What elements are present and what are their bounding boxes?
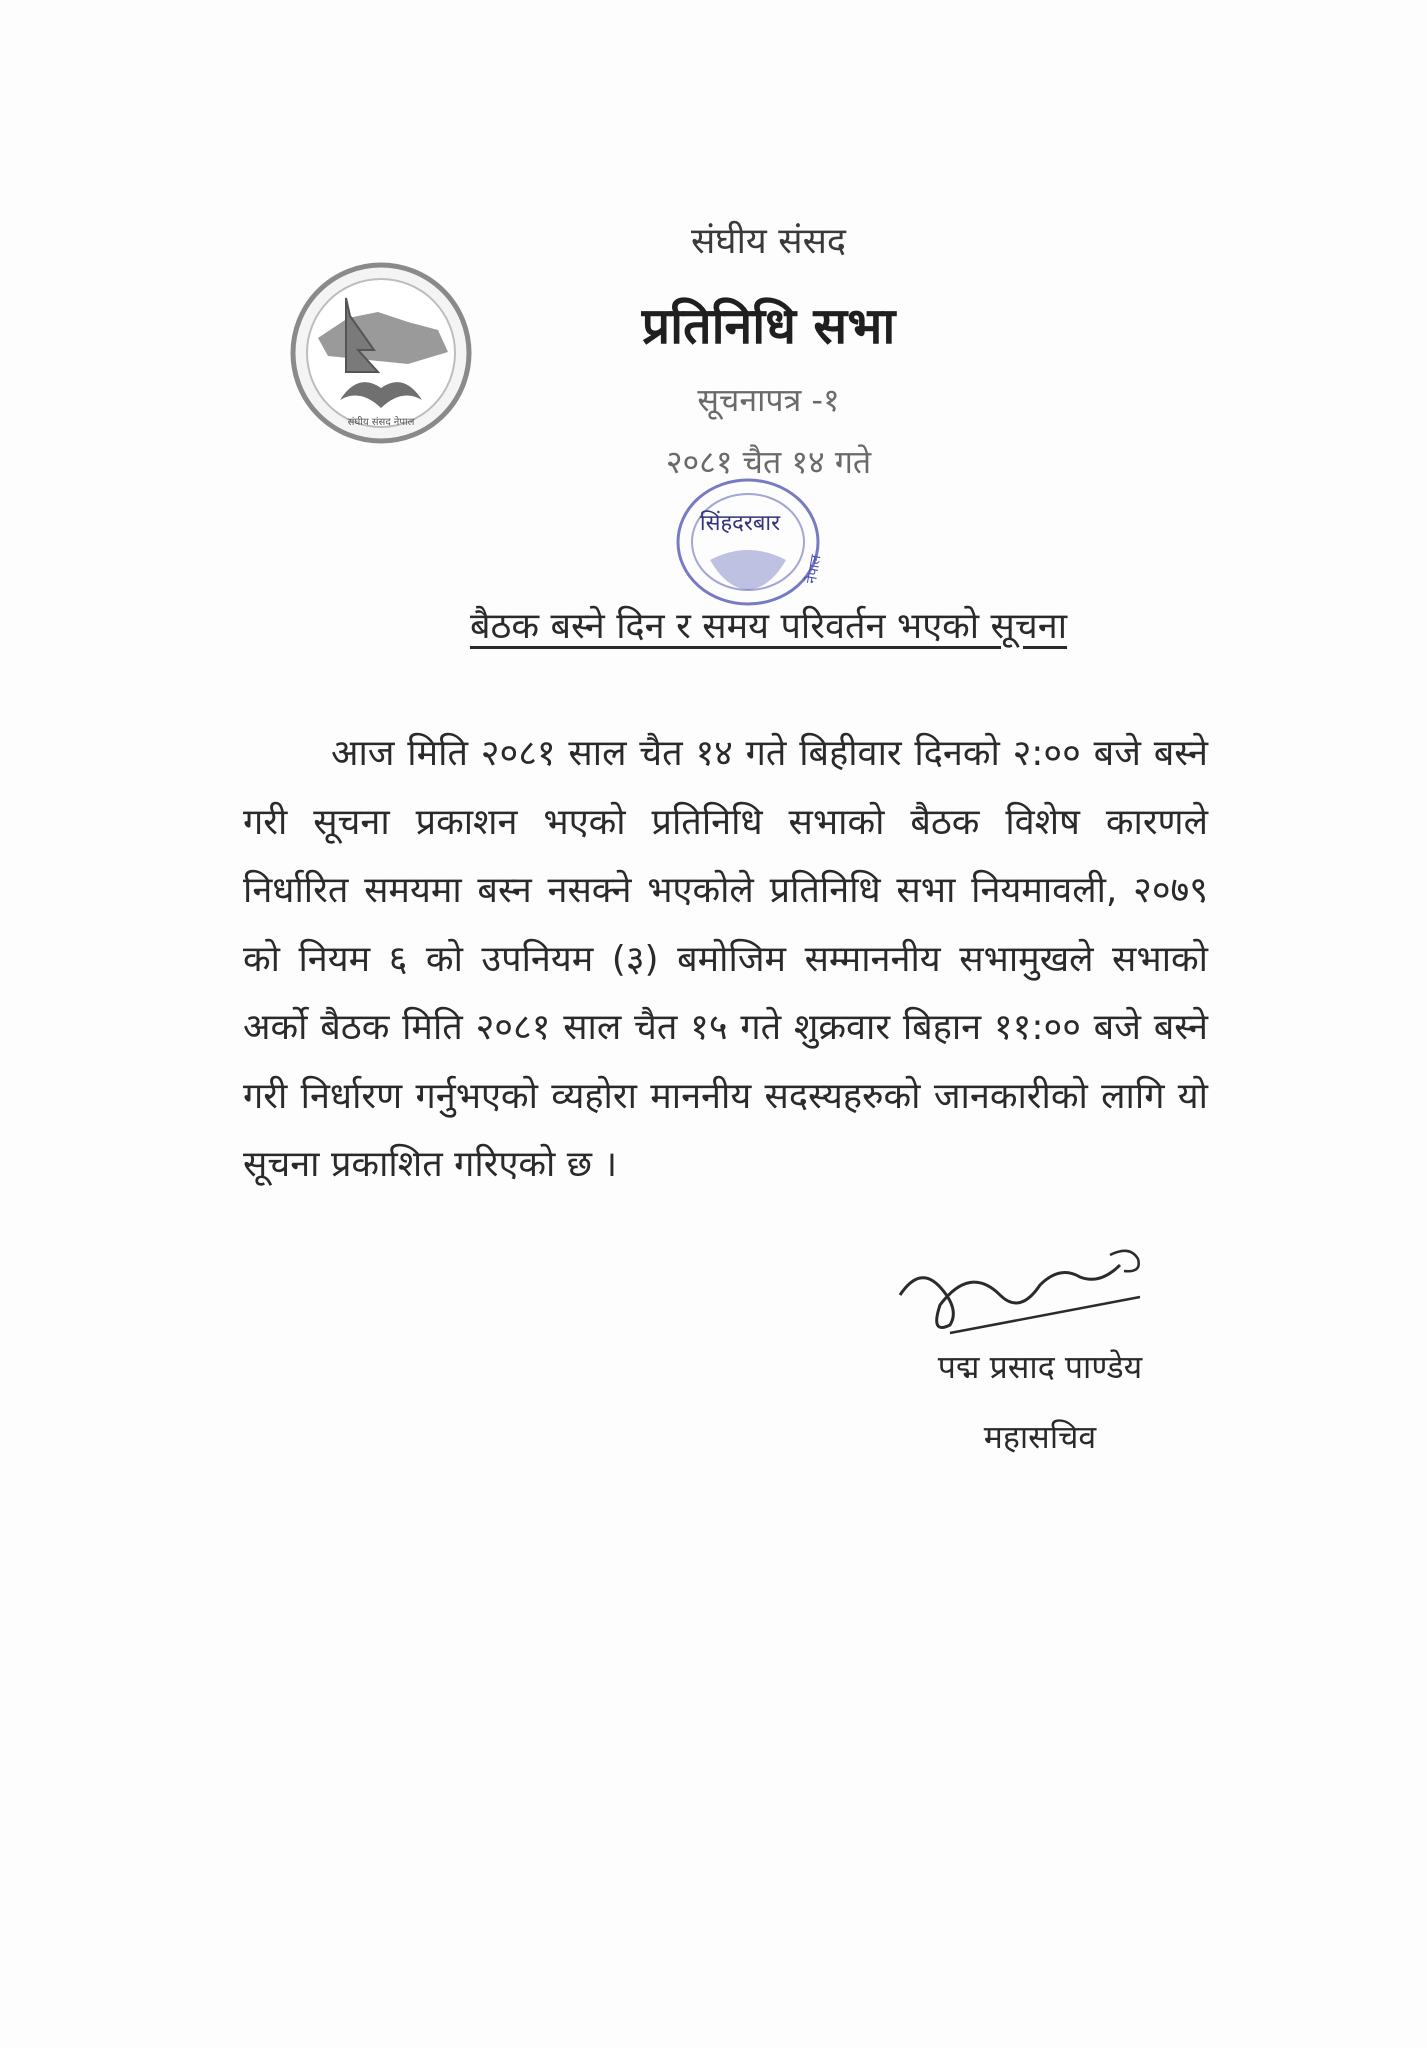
- stamp-text: सिंहदरबार: [699, 511, 781, 536]
- notice-subject-text: बैठक बस्ने दिन र समय परिवर्तन भएको सूचना: [469, 606, 1068, 647]
- notice-paragraph: आज मिति २०८१ साल चैत १४ गते बिहीवार दिनको २:०० बजे बस्ने गरी सूचना प्रकाशन भएको प्रतिनिधि सभाको बैठक विशेष कारणले निर्धारित समयमा बस्न नसक्ने भएकोले प्रतिनिधि सभा नियमावली, २०७९ को नियम ६ को उपनियम (३) बमोजिम सम्माननीय सभामुखले सभाको अर्को बैठक मिति २०८१ साल चैत १५ गते शुक्रवार बिहान ११:०० बजे बस्ने गरी निर्धारण गर्नुभएको व्यहोरा माननीय सदस्यहरुको जानकारीको लागि यो सूचना प्रकाशित गरिएको छ ।: [243, 733, 1208, 1185]
- government-name: संघीय संसद: [690, 221, 847, 262]
- office-stamp-icon: [650, 470, 846, 620]
- notice-subject: [55, 600, 1427, 649]
- signature-icon: [880, 1225, 1160, 1355]
- notice-number: सूचनापत्र -१: [697, 381, 840, 419]
- stamp-side-text: नेपाल: [803, 553, 825, 585]
- notice-body: [243, 720, 1208, 1200]
- signatory-name: पद्म प्रसाद पाण्डेय: [937, 1348, 1143, 1386]
- house-name: प्रतिनिधि सभा: [641, 297, 896, 355]
- notice-date: २०८१ चैत १४ गते: [665, 443, 872, 481]
- emblem-caption: संघीय संसद नेपाल: [347, 417, 415, 428]
- signatory-title: महासचिव: [983, 1418, 1097, 1456]
